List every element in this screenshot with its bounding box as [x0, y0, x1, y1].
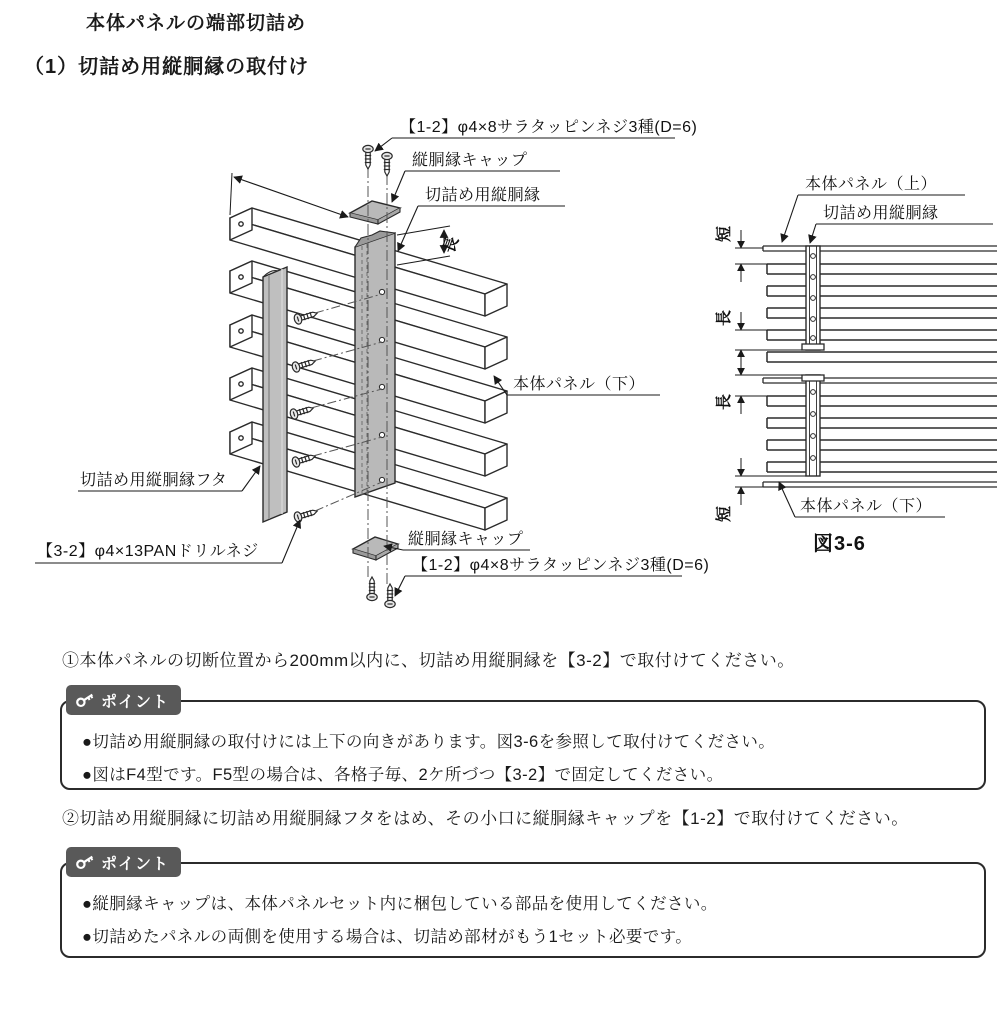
label-top-screw [375, 118, 697, 151]
svg-text:長: 長 [716, 309, 733, 326]
step-2-text: ②切詰め用縦胴縁に切詰め用縦胴縁フタをはめ、その小口に縦胴縁キャップを【1-2】で取付けてください。 [62, 809, 909, 828]
svg-text:【1-2】φ4×8サラタッピンネジ3種(D=6): 【1-2】φ4×8サラタッピンネジ3種(D=6) [412, 557, 710, 574]
label-bottom-cap [384, 530, 530, 550]
key-icon [74, 851, 96, 873]
bottom-cap-part [353, 537, 398, 560]
label-rail-fig36 [810, 204, 993, 243]
svg-text:短: 短 [716, 225, 733, 242]
point-badge [66, 847, 181, 877]
point-badge-label: ポイント [101, 855, 170, 873]
point-item: ●切詰め用縦胴縁の取付けには上下の向きがあります。図3-6を参照して取付けてください。 [82, 733, 776, 751]
label-cover [78, 466, 260, 491]
point-badge-label: ポイント [101, 693, 170, 711]
label-rail [398, 186, 565, 251]
fig36-bottom-section [763, 375, 997, 487]
point-badge [66, 685, 181, 715]
label-bottom-screw [395, 556, 709, 596]
svg-text:短: 短 [716, 505, 733, 522]
label-drill-screw [35, 520, 300, 563]
svg-text:縦胴縁キャップ: 縦胴縁キャップ [412, 152, 528, 169]
step-1-text: ①本体パネルの切断位置から200mm以内に、切詰め用縦胴縁を【3-2】で取付けてください。 [62, 651, 795, 670]
point-item: ●縦胴縁キャップは、本体パネルセット内に梱包している部品を使用してください。 [82, 895, 718, 913]
dim-long-label: 長 [440, 234, 463, 256]
svg-text:【3-2】φ4×13PANドリルネジ: 【3-2】φ4×13PANドリルネジ [37, 543, 259, 560]
svg-text:切詰め用縦胴縁: 切詰め用縦胴縁 [823, 205, 939, 222]
key-icon [74, 689, 96, 711]
point-item: ●図はF4型です。F5型の場合は、各格子毎、2ケ所づつ【3-2】で固定してください。 [82, 766, 724, 784]
svg-text:切詰め用縦胴縁フタ: 切詰め用縦胴縁フタ [80, 472, 228, 489]
page-title: 本体パネルの端部切詰め [86, 13, 307, 34]
svg-text:切詰め用縦胴縁: 切詰め用縦胴縁 [425, 187, 541, 204]
svg-text:本体パネル（下）: 本体パネル（下） [513, 376, 646, 393]
figure-caption: 図3-6 [813, 533, 866, 555]
svg-text:【1-2】φ4×8サラタッピンネジ3種(D=6): 【1-2】φ4×8サラタッピンネジ3種(D=6) [400, 119, 698, 136]
svg-text:長: 長 [716, 393, 733, 410]
svg-text:本体パネル（下）: 本体パネル（下） [800, 498, 933, 515]
top-cap-part [350, 201, 400, 224]
fig36-dim-short-top [714, 226, 767, 282]
rail-part [355, 231, 395, 497]
fig36-dim-short-bottom [714, 458, 806, 522]
figure-3-6-diagram [695, 160, 1000, 560]
rail-cover-part [263, 267, 287, 522]
main-assembly-diagram [20, 105, 710, 625]
label-panel-lower [494, 375, 660, 395]
point-box [60, 862, 986, 958]
point-box [60, 700, 986, 790]
point-item: ●切詰めたパネルの両側を使用する場合は、切詰め部材がもう1セット必要です。 [82, 928, 693, 946]
svg-text:本体パネル（上）: 本体パネル（上） [805, 176, 938, 193]
bottom-screws [367, 577, 395, 608]
top-screws [363, 145, 392, 176]
svg-text:縦胴縁キャップ: 縦胴縁キャップ [408, 531, 524, 548]
section-heading: （1）切詰め用縦胴縁の取付け [24, 56, 310, 78]
fig36-top-section [763, 246, 997, 362]
